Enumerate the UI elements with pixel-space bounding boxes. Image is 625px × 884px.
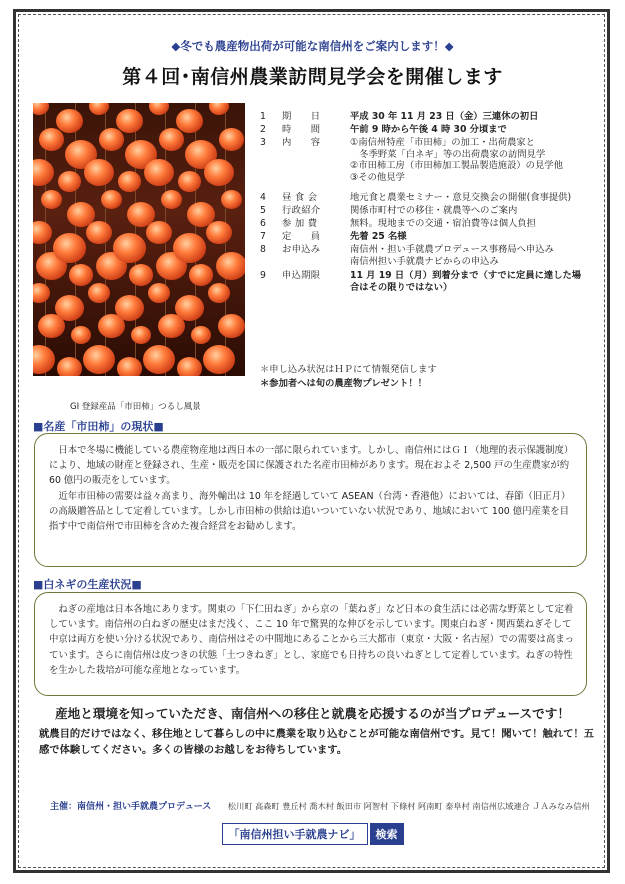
detail-number: 9 <box>260 270 266 282</box>
detail-value-line: 地元食と農業セミナー・意見交換会の開催(食事提供) <box>350 191 572 203</box>
persimmon <box>84 159 114 186</box>
tagline: ◆冬でも農産物出荷が可能な南信州をご案内します！◆ <box>171 39 454 53</box>
persimmon <box>41 190 62 209</box>
detail-label: 行政紹介 <box>282 204 321 216</box>
slogan: 産地と環境を知っていただき、南信州への移住と就農を応援するのが当プロデュースです！ <box>55 706 570 721</box>
detail-value-line: 南信州担い手就農ナビからの申込み <box>350 255 499 267</box>
detail-row <box>260 231 610 243</box>
persimmon <box>33 159 54 186</box>
organizer-members: 松川町 高森町 豊丘村 喬木村 飯田市 阿智村 下條村 阿南町 泰阜村 南信州広域連合 ＪＡみなみ信州 <box>227 801 590 811</box>
note-hp: ＊申し込み状況はＨＰにて情報発信します <box>260 364 437 375</box>
persimmon <box>71 326 91 344</box>
persimmon <box>57 357 82 376</box>
persimmon <box>58 171 81 192</box>
detail-value <box>350 124 610 136</box>
detail-label: 申込期限 <box>282 270 321 282</box>
persimmon <box>117 357 142 376</box>
persimmon <box>88 283 110 303</box>
detail-row <box>260 205 610 217</box>
detail-label: お申込み <box>282 244 321 256</box>
persimmon <box>33 283 50 303</box>
persimmon <box>146 221 172 244</box>
persimmon <box>176 109 203 133</box>
persimmon <box>53 233 86 263</box>
persimmon <box>55 295 84 321</box>
persimmon <box>189 264 213 286</box>
detail-value-line: 合はその限りではない） <box>350 281 453 293</box>
persimmon <box>129 264 153 286</box>
search-keyword: 「南信州担い手就農ナビ」 <box>222 823 368 845</box>
persimmon <box>149 103 169 115</box>
page-title: 第４回･南信州農業訪問見学会を開催します <box>122 66 503 88</box>
detail-label: 時 間 <box>282 124 321 136</box>
detail-row <box>260 218 610 230</box>
persimmon <box>115 295 144 321</box>
detail-value-line: 無料。現地までの交通・宿泊費等は個人負担 <box>350 217 536 229</box>
detail-row <box>260 137 610 183</box>
detail-number: 6 <box>260 217 266 229</box>
detail-row <box>260 244 610 267</box>
detail-row <box>260 111 610 123</box>
persimmon <box>173 233 206 263</box>
persimmon <box>33 103 49 115</box>
persimmon <box>191 326 211 344</box>
detail-value <box>350 137 610 183</box>
persimmon <box>83 345 115 374</box>
section-title-ichidagaki: ■名産「市田柿」の現状■ <box>33 420 164 433</box>
persimmon <box>219 128 244 151</box>
detail-number: 3 <box>260 137 266 149</box>
paragraph: 近年市田柿の需要は益々高まり、海外輸出は 10 年を経過していて ASEAN（台湾・香港他）においては、春節（旧正月）の高級贈答品として定着しています。しかし市田柿の供給は追いついていない状況であり、地域において 100 億円産業を目指す中で南信州で市田柿を含めた複合経営をお勧めします。 <box>49 490 571 533</box>
photo-caption: GI 登録産品「市田柿」つるし風景 <box>70 402 201 412</box>
organizer-main: 主催：南信州・担い手就農プロデュース <box>50 802 212 812</box>
search-button[interactable]: 検索 <box>370 823 404 845</box>
persimmon <box>218 314 245 338</box>
hanging-persimmons-photo <box>33 103 245 376</box>
detail-value-line: ①南信州特産「市田柿」の加工・出荷農家と <box>350 137 535 149</box>
persimmon <box>177 357 202 376</box>
detail-number: 7 <box>260 230 266 242</box>
persimmon <box>203 345 235 374</box>
persimmon <box>206 221 232 244</box>
detail-value <box>350 270 610 293</box>
persimmon <box>178 171 201 192</box>
detail-number: 1 <box>260 111 266 122</box>
detail-label: 参 加 費 <box>282 217 318 229</box>
persimmon <box>89 103 109 115</box>
detail-value-line: ②市田柿工房（市田柿加工製品製造施設）の見学他 <box>350 160 563 172</box>
detail-value-line: 11 月 19 日（月）到着分まで（すでに定員に達した場 <box>350 270 582 282</box>
detail-number: 5 <box>260 204 266 216</box>
persimmon <box>216 252 246 280</box>
detail-value-line: 関係市町村での移住・就農等へのご案内 <box>350 204 518 216</box>
detail-value-line: ③その他見学 <box>350 172 405 184</box>
persimmon <box>113 233 146 263</box>
detail-row <box>260 270 610 293</box>
persimmon <box>175 295 204 321</box>
persimmon <box>69 264 93 286</box>
persimmon <box>101 190 122 209</box>
detail-value <box>350 111 610 123</box>
persimmon <box>143 345 175 374</box>
persimmon <box>161 190 182 209</box>
detail-number: 2 <box>260 124 266 136</box>
detail-label: 期 日 <box>282 111 321 122</box>
detail-number: 8 <box>260 244 266 256</box>
closing-message: 就農目的だけではなく、移住地として暮らしの中に農業を取り込むことが可能な南信州です。見て！聞いて！触れて！五感で体験してください。多くの皆様のお越しをお待ちしています。 <box>39 728 594 756</box>
note-present: ＊参加者へは旬の農産物プレゼント！！ <box>260 377 427 389</box>
persimmon <box>99 128 124 151</box>
detail-value-line: 平成 30 年 11 月 23 日（金）三連休の初日 <box>350 111 539 122</box>
persimmon <box>39 128 64 151</box>
search-banner <box>0 823 625 845</box>
paragraph: 日本で冬場に機能している農産物産地は西日本の一部に限られています。しかし、南信州にはＧＩ（地理的表示保護制度）により、地域の財産と登録され、生産・販売を国に保護された名産市田柿があります。現在およそ 2,500 戸の生産農家が約 60 億円の販売をしています。 <box>49 445 574 487</box>
persimmon <box>131 326 151 344</box>
detail-row <box>260 124 610 136</box>
detail-value <box>350 244 610 267</box>
section-title-shironegi: ■白ネギの生産状況■ <box>33 578 142 591</box>
persimmon <box>144 159 174 186</box>
section-box-ichidagaki <box>34 433 587 567</box>
paragraph: ねぎの産地は日本各地にあります。関東の「下仁田ねぎ」から京の「葉ねぎ」など日本の食生活には必需な野菜として定着しています。南信州の白ねぎの歴史はまだ浅く、ここ 10 年で驚異的な伸びを示しています。関東白ねぎ・関西葉ねぎそして中京は両方を使い分ける状況であり、南信州はその中間地にあることから三大都市（東京・大阪・名古屋）での需要は高まっています。さらに南信州は皮つきの状態「土つきねぎ」とし、家庭でも日持ちの良いねぎとして定着しています。ねぎの特性を生かした栽培が可能な産地となっています。 <box>49 604 575 676</box>
section-box-shironegi <box>34 592 587 696</box>
detail-value-line: 南信州・担い手就農プロデュース事務局へ申込み <box>350 244 554 256</box>
persimmon <box>33 345 55 374</box>
persimmon <box>148 283 170 303</box>
persimmon <box>56 109 83 133</box>
detail-label: 昼 食 会 <box>282 191 318 203</box>
persimmon <box>116 109 143 133</box>
detail-value-line: 先着 25 名様 <box>350 230 407 242</box>
detail-value-line: 冬季野菜「白ネギ」等の出荷農家の訪問見学 <box>350 148 546 160</box>
persimmon <box>208 283 230 303</box>
event-details <box>260 111 610 295</box>
detail-label: 定 員 <box>282 230 321 242</box>
persimmon <box>204 159 234 186</box>
persimmon <box>118 171 141 192</box>
persimmon <box>221 190 242 209</box>
detail-row <box>260 192 610 204</box>
detail-value-line: 午前 9 時から午後 4 時 30 分頃まで <box>350 124 507 136</box>
detail-value <box>350 192 610 204</box>
persimmon <box>159 128 184 151</box>
persimmon <box>33 221 52 244</box>
notes <box>260 363 437 391</box>
organizer-line <box>50 799 590 812</box>
detail-value <box>350 205 610 217</box>
persimmon <box>209 103 229 115</box>
detail-value <box>350 218 610 230</box>
detail-number: 4 <box>260 191 266 203</box>
detail-label: 内 容 <box>282 137 321 149</box>
detail-value <box>350 231 610 243</box>
persimmon <box>86 221 112 244</box>
